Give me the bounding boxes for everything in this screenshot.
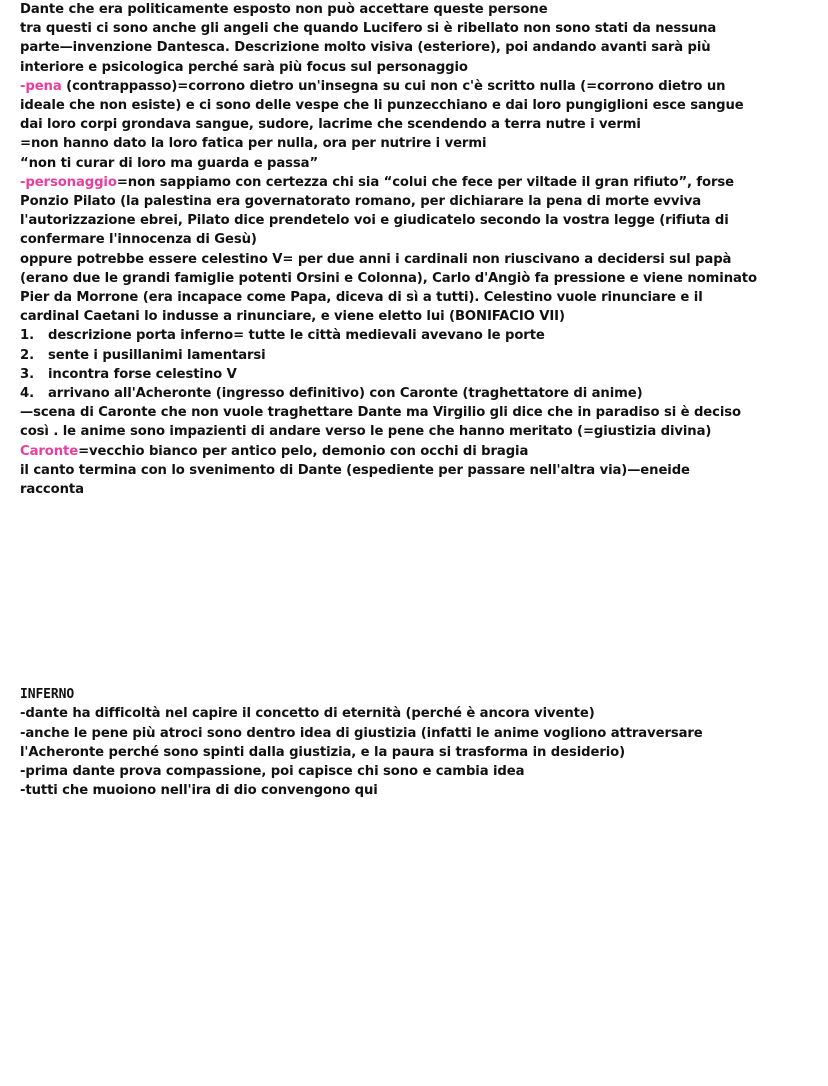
text-line [20,442,810,461]
text-line: -dante ha difficoltà nel capire il concetto di eternità (perché è ancora vivente) [20,706,595,722]
text-line: Ponzio Pilato (la palestina era governatorato romano, per dichiarare la pena di morte evviva [20,194,702,210]
text-line: cardinal Caetani lo indusse a rinunciare, e viene eletto lui (BONIFACIO VII) [20,309,565,325]
text-line: così . le anime sono impazienti di andare verso le pene che hanno meritato (=giustizia divina) [20,424,712,440]
list-item [20,365,810,384]
list-item [20,326,810,345]
list-number: 4. [20,386,34,402]
list-text: sente i pusillanimi lamentarsi [48,347,266,363]
list-number: 2. [20,347,34,363]
inferno-section [20,685,810,800]
list-number: 1. [20,328,34,344]
text-line: “non ti curar di loro ma guarda e passa” [20,155,319,171]
pena-label: -pena [20,78,62,94]
list-number: 3. [20,366,34,382]
text-line: Dante che era politicamente esposto non può accettare queste persone [20,2,548,17]
text-line [20,77,810,96]
personaggio-label: -personaggio [20,174,117,190]
text-line: =non hanno dato la loro fatica per nulla, ora per nutrire i vermi [20,136,487,152]
caronte-label: Caronte [20,443,79,459]
list-item [20,346,810,365]
section-heading: INFERNO [20,687,75,703]
text-line: -tutti che muoiono nell'ira di dio convengono qui [20,783,378,799]
list-text: incontra forse celestino V [48,366,237,382]
text-line: —scena di Caronte che non vuole traghettare Dante ma Virgilio gli dice che in paradiso si è deciso [20,405,741,421]
text-line: l'autorizzazione ebrei, Pilato dice prendetelo voi e giudicatelo secondo la vostra legge (rifiuta di [20,213,729,229]
text-line: confermare l'innocenza di Gesù) [20,232,257,248]
personaggio-text: =non sappiamo con certezza chi sia “colui che fece per viltade il gran rifiuto”, forse [116,174,735,190]
text-line [20,173,810,192]
notes-top-section [20,0,810,326]
caronte-text: =vecchio bianco per antico pelo, demonio con occhi di bragia [78,443,529,459]
text-line: parte—invenzione Dantesca. Descrizione molto visiva (esteriore), poi andando avanti sarà più [20,40,711,56]
text-line: interiore e psicologica perché sarà più focus sul personaggio [20,59,468,75]
numbered-list [20,326,810,403]
blank-space [20,499,810,685]
text-line: -prima dante prova compassione, poi capisce chi sono e cambia idea [20,764,525,780]
text-line: oppure potrebbe essere celestino V= per due anni i cardinali non riuscivano a decidersi sul papà [20,251,732,267]
text-line: l'Acheronte perché sono spinti dalla giustizia, e la paura si trasforma in desiderio) [20,744,626,760]
text-line: -anche le pene più atroci sono dentro idea di giustizia (infatti le anime vogliono attraversare [20,725,703,741]
text-line: Pier da Morrone (era incapace come Papa, diceva di sì a tutti). Celestino vuole rinunciare e il [20,290,703,306]
list-item [20,384,810,403]
text-line: racconta [20,482,84,498]
notes-after-section [20,403,810,499]
text-line: dai loro corpi grondava sangue, sudore, lacrime che scendendo a terra nutre i vermi [20,117,641,133]
text-line: il canto termina con lo svenimento di Dante (espediente per passare nell'altra via)—eneide [20,462,690,478]
text-line: (erano due le grandi famiglie potenti Orsini e Colonna), Carlo d'Angiò fa pressione e viene nominato [20,270,757,286]
pena-text: (contrappasso)=corrono dietro un'insegna su cui non c'è scritto nulla (=corrono dietro un [61,78,726,94]
list-text: descrizione porta inferno= tutte le città medievali avevano le porte [48,328,545,344]
text-line: tra questi ci sono anche gli angeli che quando Lucifero si è ribellato non sono stati da nessuna [20,21,717,37]
list-text: arrivano all'Acheronte (ingresso definitivo) con Caronte (traghettatore di anime) [48,386,643,402]
text-line: ideale che non esiste) e ci sono delle vespe che li punzecchiano e dai loro pungiglioni esce sangue [20,98,744,114]
notes-page [20,0,810,801]
